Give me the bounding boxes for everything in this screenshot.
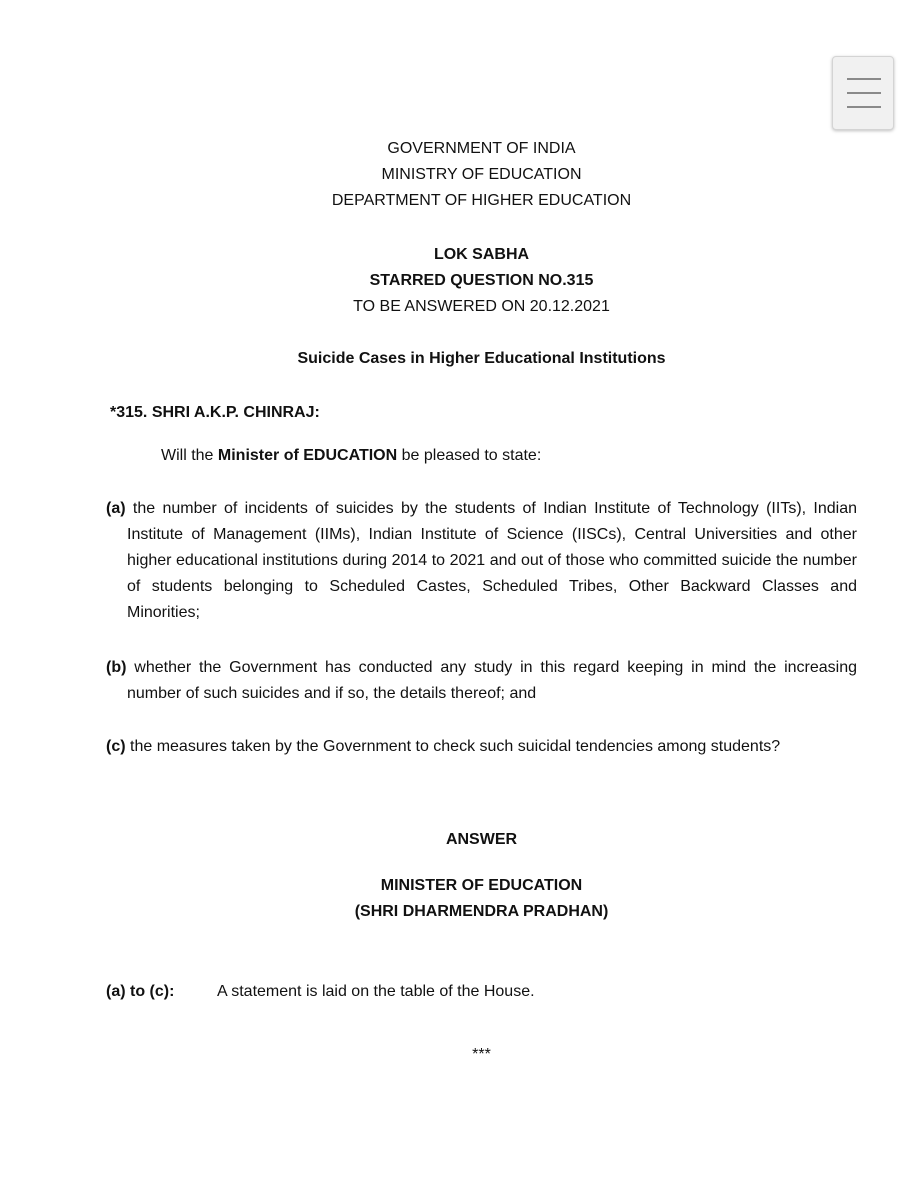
question-asker: *315. SHRI A.K.P. CHINRAJ:	[110, 404, 320, 421]
question-intro-prefix: Will the	[161, 447, 218, 464]
question-part-a-text: the number of incidents of suicides by the students of Indian Institute of Technology (IITs), Indian Institute of Management (IIMs), Indian Institute of Science (IISCs), Central Universities and other higher educational institutions during 2014 to 2021 and out of those who committed suicide the number of students belonging to Scheduled Castes, Scheduled Tribes, Other Backward Classes and Minorities;	[125, 500, 857, 621]
answer-heading: ANSWER	[445, 831, 518, 848]
house-name: LOK SABHA	[433, 246, 530, 263]
answer-label: (a) to (c):	[106, 983, 175, 1000]
question-part-c-text: the measures taken by the Government to check such suicidal tendencies among students?	[125, 738, 781, 755]
question-part-b-text: whether the Government has conducted any study in this regard keeping in mind the increasing number of such suicides and if so, the details thereof; and	[126, 659, 857, 702]
end-mark: ***	[472, 1046, 491, 1063]
answer-date: TO BE ANSWERED ON 20.12.2021	[353, 298, 610, 315]
answer-minister-title: MINISTER OF EDUCATION	[380, 877, 583, 894]
answer-minister-name: (SHRI DHARMENDRA PRADHAN)	[354, 903, 609, 920]
header-department: DEPARTMENT OF HIGHER EDUCATION	[331, 192, 632, 209]
question-intro	[161, 447, 541, 465]
menu-button[interactable]	[832, 56, 894, 130]
answer-text: A statement is laid on the table of the House.	[217, 983, 535, 1000]
question-part-b	[106, 655, 857, 707]
question-part-b-tag: (b)	[106, 659, 127, 676]
question-subject: Suicide Cases in Higher Educational Institutions	[297, 350, 666, 367]
header-ministry: MINISTRY OF EDUCATION	[381, 166, 582, 183]
question-intro-minister: Minister of EDUCATION	[217, 447, 398, 464]
question-part-c-tag: (c)	[106, 738, 126, 755]
question-number: STARRED QUESTION NO.315	[369, 272, 594, 289]
question-part-a-tag: (a)	[106, 500, 126, 517]
question-intro-suffix: be pleased to state:	[397, 447, 542, 464]
question-part-a	[106, 496, 857, 626]
question-part-c	[106, 734, 857, 760]
header-government: GOVERNMENT OF INDIA	[387, 140, 576, 157]
